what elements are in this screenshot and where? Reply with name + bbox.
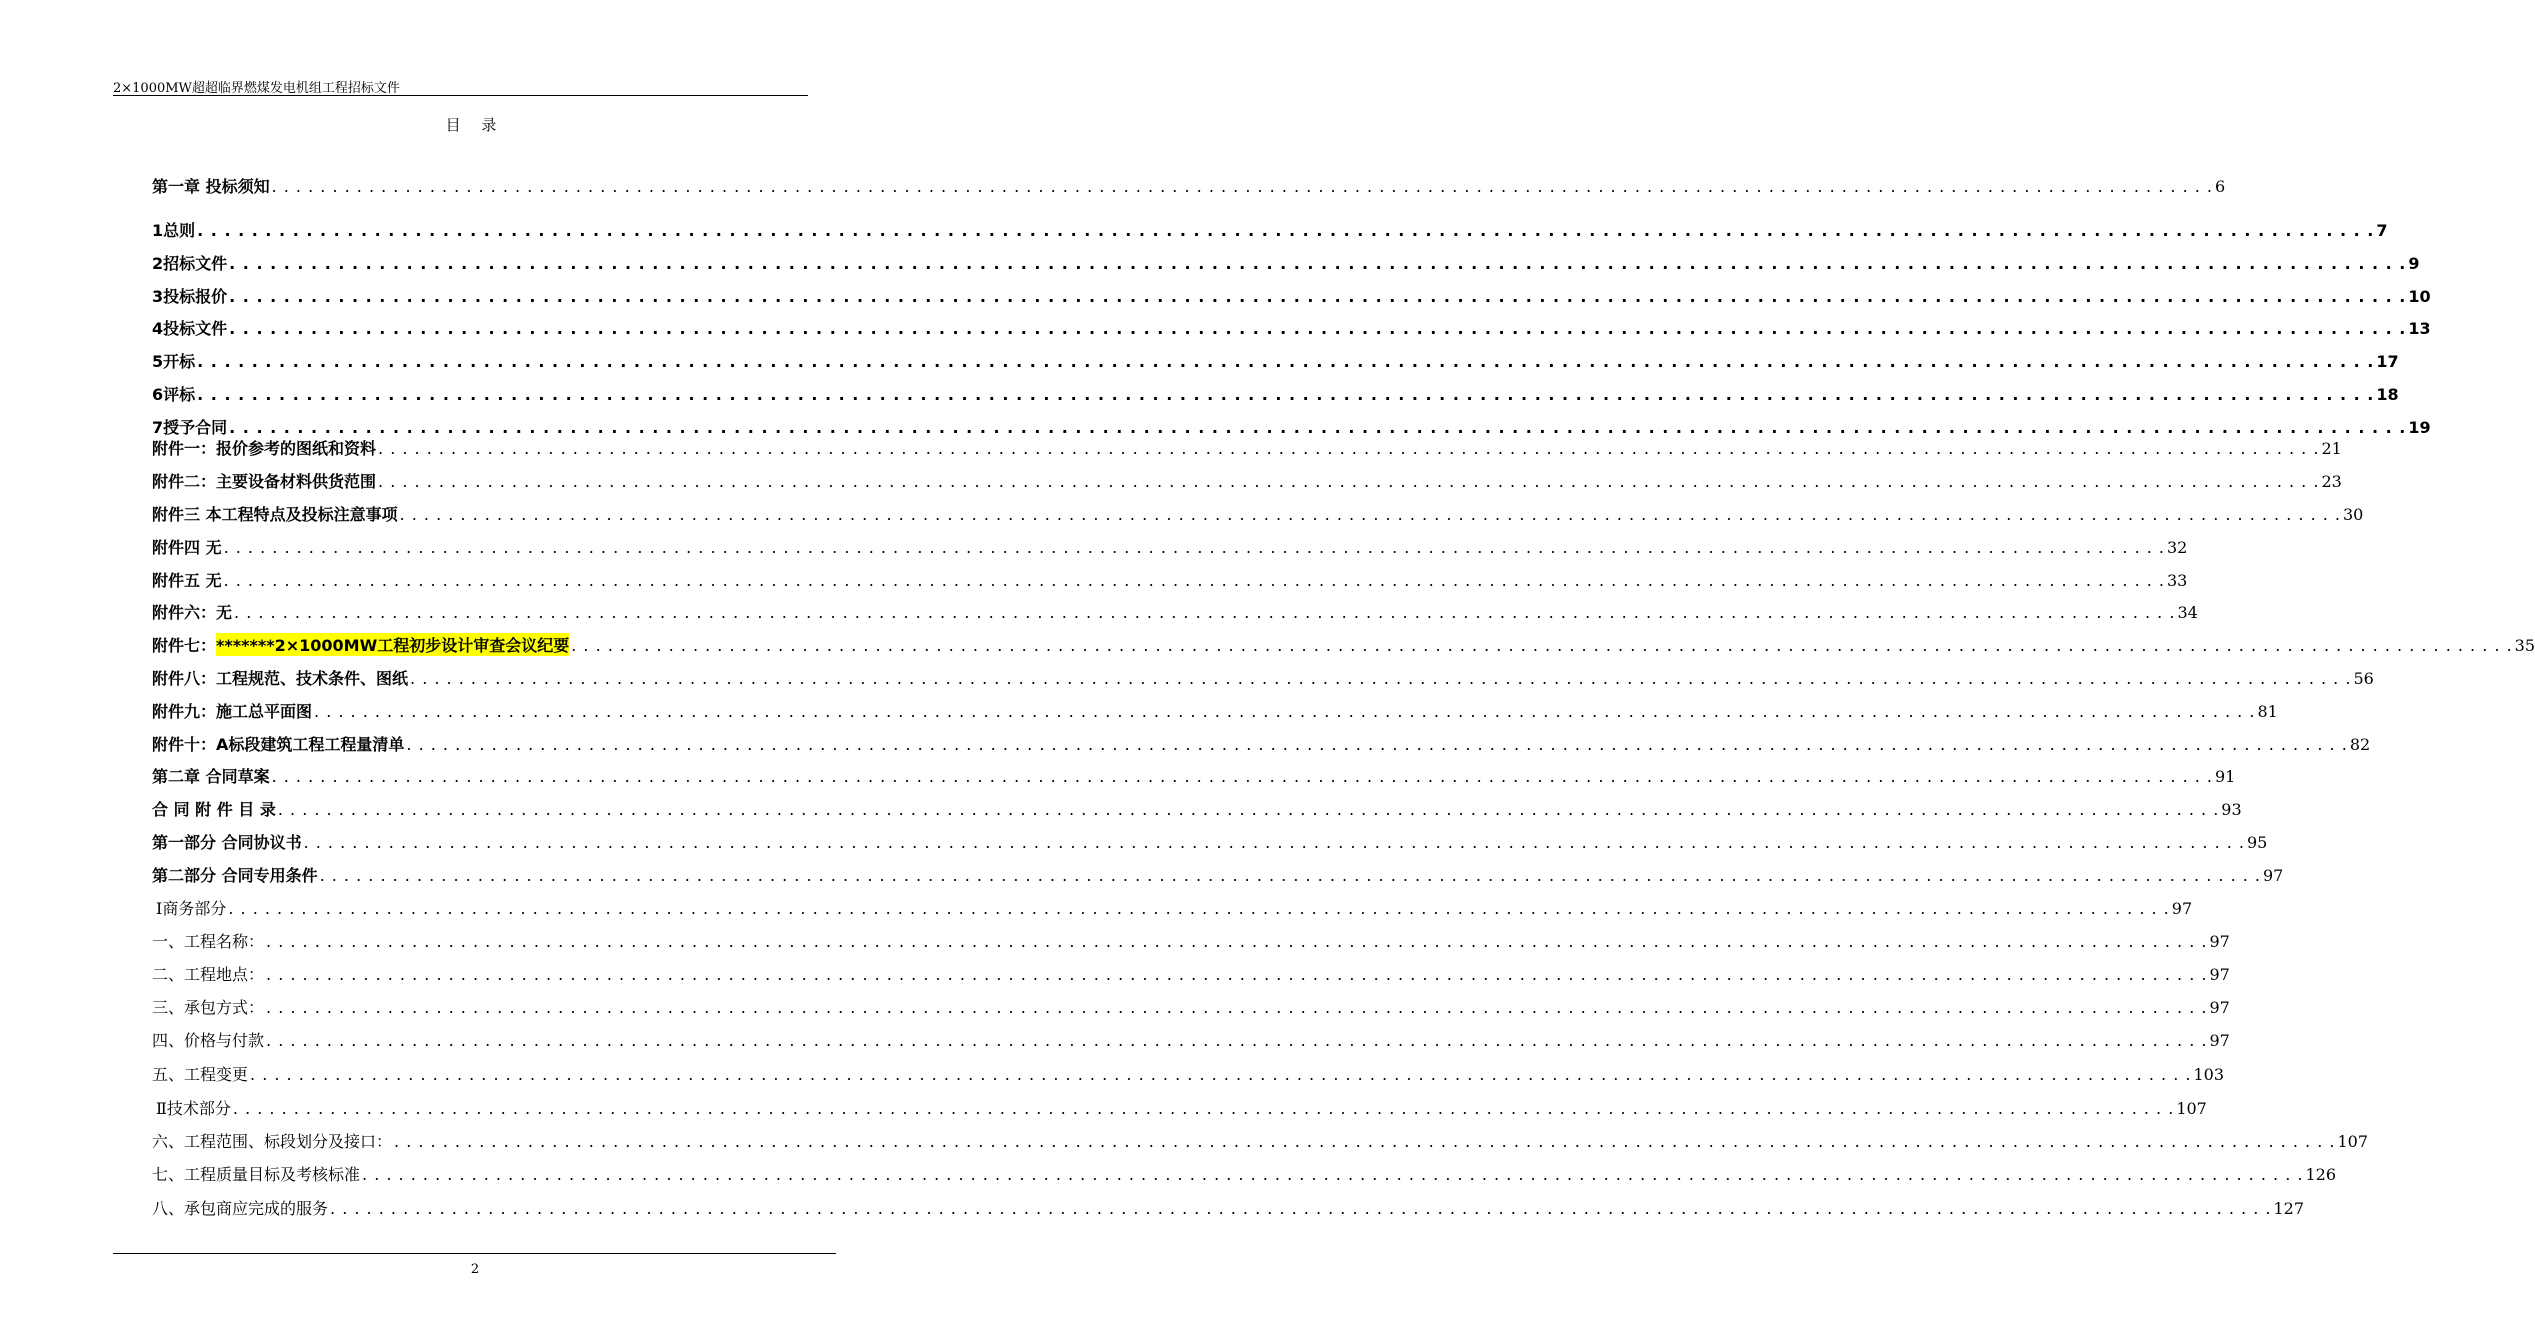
toc-entry-number: 1 [152, 221, 164, 240]
toc-entry-label: 授予合同 [163, 418, 228, 437]
dot-leader: . . . . . . . . . . . . . . . . . . . . . . . . . . . . . . . . . . . . . . . . . . . . . . . . . . . . . . . . . . . . . . . . . . . . . . . . . . . . . . . . . . . . . . . . . . . . . . . . . . . . . . . . . . . . . . . . . . . . . . . . . . . . . . . . . . . . . . . . . . . . . . . . . . . . . . . . . . . . . . . . [314, 702, 2256, 721]
toc-entry-page: 9 [2408, 254, 2420, 273]
toc-entry[interactable] [152, 732, 2371, 755]
header-rule [113, 95, 808, 96]
toc-entry-label: 附件八：工程规范、技术条件、图纸 [152, 669, 409, 688]
toc-entry-label: 合 同 附 件 目 录 [152, 800, 276, 819]
toc-entry-page: 7 [2376, 221, 2388, 240]
dot-leader: . . . . . . . . . . . . . . . . . . . . . . . . . . . . . . . . . . . . . . . . . . . . . . . . . . . . . . . . . . . . . . . . . . . . . . . . . . . . . . . . . . . . . . . . . . . . . . . . . . . . . . . . . . . . . . . . . . . . . . . . . . . . . . . . . . . . . . . . . . . . . . . . . . . . . . . . . . . . . . . . [197, 221, 2375, 240]
dot-leader: . . . . . . . . . . . . . . . . . . . . . . . . . . . . . . . . . . . . . . . . . . . . . . . . . . . . . . . . . . . . . . . . . . . . . . . . . . . . . . . . . . . . . . . . . . . . . . . . . . . . . . . . . . . . . . . . . . . . . . . . . . . . . . . . . . . . . . . . . . . . . . . . . . . . . . . . . . . . . . . . [197, 385, 2375, 404]
toc-entry-page: 23 [2321, 472, 2342, 491]
toc-entry-page: 6 [2215, 177, 2226, 196]
dot-leader: . . . . . . . . . . . . . . . . . . . . . . . . . . . . . . . . . . . . . . . . . . . . . . . . . . . . . . . . . . . . . . . . . . . . . . . . . . . . . . . . . . . . . . . . . . . . . . . . . . . . . . . . . . . . . . . . . . . . . . . . . . . . . . . . . . . . . . . . . . . . . . . . . . . . . . . . . . . . . . . . [232, 1099, 2175, 1118]
toc-entry[interactable] [152, 436, 2342, 459]
toc-entry-label: 附件七： [152, 636, 217, 655]
dot-leader: . . . . . . . . . . . . . . . . . . . . . . . . . . . . . . . . . . . . . . . . . . . . . . . . . . . . . . . . . . . . . . . . . . . . . . . . . . . . . . . . . . . . . . . . . . . . . . . . . . . . . . . . . . . . . . . . . . . . . . . . . . . . . . . . . . . . . . . . . . . . . . . . . . . . . . . . . . . . . . . . [394, 1132, 2336, 1151]
dot-leader: . . . . . . . . . . . . . . . . . . . . . . . . . . . . . . . . . . . . . . . . . . . . . . . . . . . . . . . . . . . . . . . . . . . . . . . . . . . . . . . . . . . . . . . . . . . . . . . . . . . . . . . . . . . . . . . . . . . . . . . . . . . . . . . . . . . . . . . . . . . . . . . . . . . . . . . . . . . . . . . . [362, 1165, 2304, 1184]
toc-entry-page: 32 [2167, 538, 2188, 557]
toc-entry-page: 18 [2376, 385, 2399, 404]
toc-entry[interactable] [152, 1062, 2224, 1085]
toc-entry-page: 93 [2221, 800, 2242, 819]
toc-entry-label: 工程名称： [184, 932, 265, 951]
toc-entry-label: 承包方式： [184, 998, 265, 1017]
dot-leader: . . . . . . . . . . . . . . . . . . . . . . . . . . . . . . . . . . . . . . . . . . . . . . . . . . . . . . . . . . . . . . . . . . . . . . . . . . . . . . . . . . . . . . . . . . . . . . . . . . . . . . . . . . . . . . . . . . . . . . . . . . . . . . . . . . . . . . . . . . . . . . . . . . . . . . . . . . . . . . . . [223, 538, 2165, 557]
dot-leader: . . . . . . . . . . . . . . . . . . . . . . . . . . . . . . . . . . . . . . . . . . . . . . . . . . . . . . . . . . . . . . . . . . . . . . . . . . . . . . . . . . . . . . . . . . . . . . . . . . . . . . . . . . . . . . . . . . . . . . . . . . . . . . . . . . . . . . . . . . . . . . . . . . . . . . . . . . . . . . . . [410, 669, 2352, 688]
dot-leader: . . . . . . . . . . . . . . . . . . . . . . . . . . . . . . . . . . . . . . . . . . . . . . . . . . . . . . . . . . . . . . . . . . . . . . . . . . . . . . . . . . . . . . . . . . . . . . . . . . . . . . . . . . . . . . . . . . . . . . . . . . . . . . . . . . . . . . . . . . . . . . . . . . . . . . . . . . . . . . . . [571, 636, 2513, 655]
dot-leader: . . . . . . . . . . . . . . . . . . . . . . . . . . . . . . . . . . . . . . . . . . . . . . . . . . . . . . . . . . . . . . . . . . . . . . . . . . . . . . . . . . . . . . . . . . . . . . . . . . . . . . . . . . . . . . . . . . . . . . . . . . . . . . . . . . . . . . . . . . . . . . . . . . . . . . . . . . . . . . . . [319, 866, 2261, 885]
toc-entry-label: 工程质量目标及考核标准 [184, 1165, 361, 1184]
dot-leader: . . . . . . . . . . . . . . . . . . . . . . . . . . . . . . . . . . . . . . . . . . . . . . . . . . . . . . . . . . . . . . . . . . . . . . . . . . . . . . . . . . . . . . . . . . . . . . . . . . . . . . . . . . . . . . . . . . . . . . . . . . . . . . . . . . . . . . . . . . . . . . . . . . . . . . . . . . . . . . . . [266, 965, 2208, 984]
toc-entry-page: 19 [2408, 418, 2431, 437]
toc-entry-label: 工程地点： [184, 965, 265, 984]
toc-entry-number: 七、 [152, 1165, 185, 1184]
toc-entry-label: 附件三 本工程特点及投标注意事项 [152, 505, 398, 524]
toc-entry-label: 第一部分 合同协议书 [152, 833, 302, 852]
toc-entry-label: 投标报价 [163, 287, 228, 306]
toc-entry[interactable] [152, 896, 2193, 919]
toc-entry-page: 107 [2337, 1132, 2368, 1151]
toc-entry[interactable] [152, 349, 2399, 372]
toc-entry[interactable] [152, 502, 2364, 525]
toc-entry-page: 34 [2177, 603, 2198, 622]
toc-entry-page: 97 [2209, 998, 2230, 1017]
toc-entry-page: 97 [2209, 932, 2230, 951]
toc-entry[interactable] [152, 415, 2431, 438]
toc-entry[interactable] [152, 251, 2420, 274]
dot-leader: . . . . . . . . . . . . . . . . . . . . . . . . . . . . . . . . . . . . . . . . . . . . . . . . . . . . . . . . . . . . . . . . . . . . . . . . . . . . . . . . . . . . . . . . . . . . . . . . . . . . . . . . . . . . . . . . . . . . . . . . . . . . . . . . . . . . . . . . . . . . . . . . . . . . . . . . . . . . . . . . [229, 418, 2407, 437]
toc-title: 目 录 [445, 116, 505, 134]
toc-entry-label: 附件六：无 [152, 603, 233, 622]
toc-entry-label: 价格与付款 [184, 1031, 265, 1050]
toc-entry[interactable] [152, 218, 2388, 241]
dot-leader: . . . . . . . . . . . . . . . . . . . . . . . . . . . . . . . . . . . . . . . . . . . . . . . . . . . . . . . . . . . . . . . . . . . . . . . . . . . . . . . . . . . . . . . . . . . . . . . . . . . . . . . . . . . . . . . . . . . . . . . . . . . . . . . . . . . . . . . . . . . . . . . . . . . . . . . . . . . . . . . . [378, 472, 2320, 491]
toc-entry-page: 97 [2209, 1031, 2230, 1050]
dot-leader: . . . . . . . . . . . . . . . . . . . . . . . . . . . . . . . . . . . . . . . . . . . . . . . . . . . . . . . . . . . . . . . . . . . . . . . . . . . . . . . . . . . . . . . . . . . . . . . . . . . . . . . . . . . . . . . . . . . . . . . . . . . . . . . . . . . . . . . . . . . . . . . . . . . . . . . . . . . . . . . . [228, 899, 2170, 918]
dot-leader: . . . . . . . . . . . . . . . . . . . . . . . . . . . . . . . . . . . . . . . . . . . . . . . . . . . . . . . . . . . . . . . . . . . . . . . . . . . . . . . . . . . . . . . . . . . . . . . . . . . . . . . . . . . . . . . . . . . . . . . . . . . . . . . . . . . . . . . . . . . . . . . . . . . . . . . . . . . . . . . . [229, 254, 2407, 273]
toc-entry[interactable] [152, 568, 2188, 591]
toc-entry-page: 127 [2273, 1199, 2304, 1218]
toc-entry-label: 技术部分 [166, 1099, 231, 1118]
dot-leader: . . . . . . . . . . . . . . . . . . . . . . . . . . . . . . . . . . . . . . . . . . . . . . . . . . . . . . . . . . . . . . . . . . . . . . . . . . . . . . . . . . . . . . . . . . . . . . . . . . . . . . . . . . . . . . . . . . . . . . . . . . . . . . . . . . . . . . . . . . . . . . . . . . . . . . . . . . . . . . . . [330, 1199, 2272, 1218]
toc-entry[interactable] [152, 174, 2226, 197]
toc-entry-label: 招标文件 [163, 254, 228, 273]
toc-entry-number: 一、 [152, 932, 185, 951]
toc-entry[interactable] [152, 995, 2230, 1018]
toc-entry[interactable] [152, 382, 2399, 405]
toc-entry-number: 二、 [152, 965, 185, 984]
toc-entry-page: 107 [2176, 1099, 2207, 1118]
dot-leader: . . . . . . . . . . . . . . . . . . . . . . . . . . . . . . . . . . . . . . . . . . . . . . . . . . . . . . . . . . . . . . . . . . . . . . . . . . . . . . . . . . . . . . . . . . . . . . . . . . . . . . . . . . . . . . . . . . . . . . . . . . . . . . . . . . . . . . . . . . . . . . . . . . . . . . . . . . . . . . . . [303, 833, 2245, 852]
running-header: 2×1000MW超超临界燃煤发电机组工程招标文件 [113, 81, 400, 96]
toc-entry-number: 2 [152, 254, 164, 273]
dot-leader: . . . . . . . . . . . . . . . . . . . . . . . . . . . . . . . . . . . . . . . . . . . . . . . . . . . . . . . . . . . . . . . . . . . . . . . . . . . . . . . . . . . . . . . . . . . . . . . . . . . . . . . . . . . . . . . . . . . . . . . . . . . . . . . . . . . . . . . . . . . . . . . . . . . . . . . . . . . . . . . . [234, 603, 2176, 622]
toc-entry-page: 103 [2193, 1065, 2224, 1084]
toc-entry[interactable] [152, 535, 2188, 558]
toc-entry[interactable] [152, 469, 2342, 492]
dot-leader: . . . . . . . . . . . . . . . . . . . . . . . . . . . . . . . . . . . . . . . . . . . . . . . . . . . . . . . . . . . . . . . . . . . . . . . . . . . . . . . . . . . . . . . . . . . . . . . . . . . . . . . . . . . . . . . . . . . . . . . . . . . . . . . . . . . . . . . . . . . . . . . . . . . . . . . . . . . . . . . . [277, 800, 2220, 819]
toc-entry[interactable] [152, 1096, 2207, 1119]
toc-entry[interactable] [152, 699, 2278, 722]
dot-leader: . . . . . . . . . . . . . . . . . . . . . . . . . . . . . . . . . . . . . . . . . . . . . . . . . . . . . . . . . . . . . . . . . . . . . . . . . . . . . . . . . . . . . . . . . . . . . . . . . . . . . . . . . . . . . . . . . . . . . . . . . . . . . . . . . . . . . . . . . . . . . . . . . . . . . . . . . . . . . . . . [399, 505, 2341, 524]
toc-entry[interactable] [152, 600, 2198, 623]
toc-entry-label: 评标 [163, 385, 196, 404]
toc-entry-page: 13 [2408, 319, 2431, 338]
toc-entry-number: 八、 [152, 1199, 185, 1218]
toc-entry-label: 第一章 投标须知 [152, 177, 270, 196]
dot-leader: . . . . . . . . . . . . . . . . . . . . . . . . . . . . . . . . . . . . . . . . . . . . . . . . . . . . . . . . . . . . . . . . . . . . . . . . . . . . . . . . . . . . . . . . . . . . . . . . . . . . . . . . . . . . . . . . . . . . . . . . . . . . . . . . . . . . . . . . . . . . . . . . . . . . . . . . . . . . . . . . [271, 767, 2213, 786]
toc-entry-label: 投标文件 [163, 319, 228, 338]
dot-leader: . . . . . . . . . . . . . . . . . . . . . . . . . . . . . . . . . . . . . . . . . . . . . . . . . . . . . . . . . . . . . . . . . . . . . . . . . . . . . . . . . . . . . . . . . . . . . . . . . . . . . . . . . . . . . . . . . . . . . . . . . . . . . . . . . . . . . . . . . . . . . . . . . . . . . . . . . . . . . . . . [406, 735, 2348, 754]
page-number: 2 [470, 1262, 480, 1277]
toc-entry-label: 开标 [163, 352, 196, 371]
toc-entry[interactable] [152, 284, 2431, 307]
toc-entry-page: 33 [2167, 571, 2188, 590]
toc-entry-page: 97 [2209, 965, 2230, 984]
toc-entry-label: 工程变更 [184, 1065, 249, 1084]
dot-leader: . . . . . . . . . . . . . . . . . . . . . . . . . . . . . . . . . . . . . . . . . . . . . . . . . . . . . . . . . . . . . . . . . . . . . . . . . . . . . . . . . . . . . . . . . . . . . . . . . . . . . . . . . . . . . . . . . . . . . . . . . . . . . . . . . . . . . . . . . . . . . . . . . . . . . . . . . . . . . . . . [229, 319, 2407, 338]
toc-entry-label: 总则 [163, 221, 196, 240]
toc-entry-page: 17 [2376, 352, 2399, 371]
toc-entry-page: 126 [2305, 1165, 2336, 1184]
toc-entry-label: 附件九：施工总平面图 [152, 702, 313, 721]
dot-leader: . . . . . . . . . . . . . . . . . . . . . . . . . . . . . . . . . . . . . . . . . . . . . . . . . . . . . . . . . . . . . . . . . . . . . . . . . . . . . . . . . . . . . . . . . . . . . . . . . . . . . . . . . . . . . . . . . . . . . . . . . . . . . . . . . . . . . . . . . . . . . . . . . . . . . . . . . . . . . . . . [271, 177, 2213, 196]
toc-entry-label: 商务部分 [162, 899, 227, 918]
dot-leader: . . . . . . . . . . . . . . . . . . . . . . . . . . . . . . . . . . . . . . . . . . . . . . . . . . . . . . . . . . . . . . . . . . . . . . . . . . . . . . . . . . . . . . . . . . . . . . . . . . . . . . . . . . . . . . . . . . . . . . . . . . . . . . . . . . . . . . . . . . . . . . . . . . . . . . . . . . . . . . . . [250, 1065, 2192, 1084]
toc-entry-number: Ⅰ [156, 899, 163, 918]
toc-entry-page: 35 [2514, 636, 2535, 655]
toc-entry-page: 56 [2353, 669, 2374, 688]
toc-entry-label: 第二章 合同草案 [152, 767, 270, 786]
footer-rule [113, 1253, 836, 1254]
toc-entry-page: 91 [2215, 767, 2236, 786]
toc-entry-number: 五、 [152, 1065, 185, 1084]
dot-leader: . . . . . . . . . . . . . . . . . . . . . . . . . . . . . . . . . . . . . . . . . . . . . . . . . . . . . . . . . . . . . . . . . . . . . . . . . . . . . . . . . . . . . . . . . . . . . . . . . . . . . . . . . . . . . . . . . . . . . . . . . . . . . . . . . . . . . . . . . . . . . . . . . . . . . . . . . . . . . . . . [266, 998, 2208, 1017]
toc-entry-number: 三、 [152, 998, 185, 1017]
toc-entry-page: 81 [2257, 702, 2278, 721]
toc-entry[interactable] [152, 633, 2535, 656]
dot-leader: . . . . . . . . . . . . . . . . . . . . . . . . . . . . . . . . . . . . . . . . . . . . . . . . . . . . . . . . . . . . . . . . . . . . . . . . . . . . . . . . . . . . . . . . . . . . . . . . . . . . . . . . . . . . . . . . . . . . . . . . . . . . . . . . . . . . . . . . . . . . . . . . . . . . . . . . . . . . . . . . [197, 352, 2375, 371]
toc-entry[interactable] [152, 1129, 2368, 1152]
toc-entry[interactable] [152, 830, 2268, 853]
toc-entry[interactable] [152, 764, 2236, 787]
dot-leader: . . . . . . . . . . . . . . . . . . . . . . . . . . . . . . . . . . . . . . . . . . . . . . . . . . . . . . . . . . . . . . . . . . . . . . . . . . . . . . . . . . . . . . . . . . . . . . . . . . . . . . . . . . . . . . . . . . . . . . . . . . . . . . . . . . . . . . . . . . . . . . . . . . . . . . . . . . . . . . . . [266, 1031, 2208, 1050]
toc-entry-label-highlighted: *******2×1000MW工程初步设计审查会议纪要 [216, 633, 569, 656]
toc-entry-number: 7 [152, 418, 164, 437]
toc-entry[interactable] [152, 929, 2230, 952]
toc-entry-label: 第二部分 合同专用条件 [152, 866, 318, 885]
toc-entry[interactable] [152, 797, 2242, 820]
toc-entry-number: 四、 [152, 1031, 185, 1050]
toc-entry-label: 附件四 无 [152, 538, 222, 557]
toc-entry-label: 承包商应完成的服务 [184, 1199, 329, 1218]
toc-entry-page: 95 [2247, 833, 2268, 852]
toc-entry-number: 3 [152, 287, 164, 306]
toc-entry-label: 附件二：主要设备材料供货范围 [152, 472, 377, 491]
toc-entry-label: 附件一：报价参考的图纸和资料 [152, 439, 377, 458]
toc-entry[interactable] [152, 962, 2230, 985]
toc-entry-label: 附件五 无 [152, 571, 222, 590]
toc-entry[interactable] [152, 863, 2284, 886]
toc-entry-page: 10 [2408, 287, 2431, 306]
toc-entry-number: 6 [152, 385, 164, 404]
toc-entry-page: 97 [2171, 899, 2193, 918]
dot-leader: . . . . . . . . . . . . . . . . . . . . . . . . . . . . . . . . . . . . . . . . . . . . . . . . . . . . . . . . . . . . . . . . . . . . . . . . . . . . . . . . . . . . . . . . . . . . . . . . . . . . . . . . . . . . . . . . . . . . . . . . . . . . . . . . . . . . . . . . . . . . . . . . . . . . . . . . . . . . . . . . [223, 571, 2165, 590]
toc-entry-page: 30 [2343, 505, 2364, 524]
toc-entry-number: 4 [152, 319, 164, 338]
dot-leader: . . . . . . . . . . . . . . . . . . . . . . . . . . . . . . . . . . . . . . . . . . . . . . . . . . . . . . . . . . . . . . . . . . . . . . . . . . . . . . . . . . . . . . . . . . . . . . . . . . . . . . . . . . . . . . . . . . . . . . . . . . . . . . . . . . . . . . . . . . . . . . . . . . . . . . . . . . . . . . . . [266, 932, 2208, 951]
toc-entry[interactable] [152, 316, 2431, 339]
toc-entry-number: 六、 [152, 1132, 185, 1151]
toc-entry-page: 97 [2263, 866, 2284, 885]
toc-entry[interactable] [152, 1028, 2230, 1051]
toc-entry-number: Ⅱ [156, 1099, 167, 1118]
toc-entry-label: 工程范围、标段划分及接口： [184, 1132, 393, 1151]
toc-entry[interactable] [152, 666, 2374, 689]
toc-entry-page: 82 [2349, 735, 2371, 754]
toc-entry-number: 5 [152, 352, 164, 371]
toc-entry[interactable] [152, 1162, 2336, 1185]
toc-entry[interactable] [152, 1196, 2304, 1219]
dot-leader: . . . . . . . . . . . . . . . . . . . . . . . . . . . . . . . . . . . . . . . . . . . . . . . . . . . . . . . . . . . . . . . . . . . . . . . . . . . . . . . . . . . . . . . . . . . . . . . . . . . . . . . . . . . . . . . . . . . . . . . . . . . . . . . . . . . . . . . . . . . . . . . . . . . . . . . . . . . . . . . . [378, 439, 2320, 458]
toc-entry-label: 附件十：A标段建筑工程工程量清单 [152, 735, 405, 754]
toc-entry-page: 21 [2321, 439, 2342, 458]
dot-leader: . . . . . . . . . . . . . . . . . . . . . . . . . . . . . . . . . . . . . . . . . . . . . . . . . . . . . . . . . . . . . . . . . . . . . . . . . . . . . . . . . . . . . . . . . . . . . . . . . . . . . . . . . . . . . . . . . . . . . . . . . . . . . . . . . . . . . . . . . . . . . . . . . . . . . . . . . . . . . . . . [229, 287, 2407, 306]
